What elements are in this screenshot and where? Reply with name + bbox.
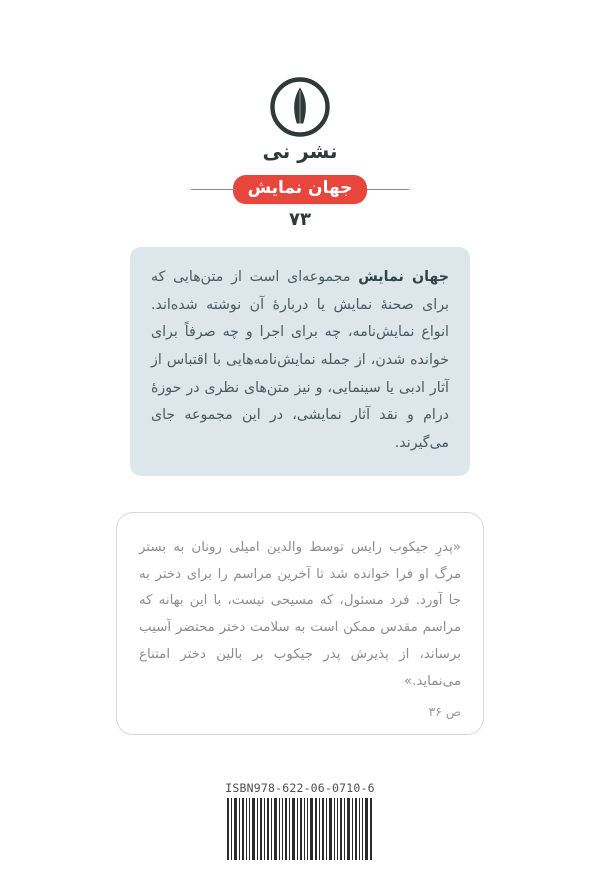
series-badge: جهان نمایش — [233, 175, 368, 204]
ean13-barcode-icon — [225, 798, 375, 860]
series-rule-left — [191, 189, 237, 191]
book-quote-panel — [116, 512, 484, 735]
publisher-name: نشر نی — [262, 139, 338, 163]
series-number: ۷۳ — [289, 209, 311, 230]
book-quote-text: «پدرِ جیکوب رایس توسط والدین امیلی رونان به بستر مرگ او فرا خوانده شد تا آخرین مراسم را برای دختر به جا آورد. فرد مسئول، که مسیحی نیست، با این بهانه که مراسم مقدس ممکن است به سلامت دختر محتضر آسیب برساند، از پذیرش پدر جیکوب بر بالین دختر امتناع می‌نماید.» — [139, 539, 461, 689]
series-blurb-lead: جهان نمایش — [358, 269, 449, 285]
book-quote-page-reference: ص ۳۶ — [428, 703, 461, 719]
series-blurb-panel — [130, 247, 470, 476]
publisher-block — [263, 76, 338, 161]
series-rule-right — [363, 189, 409, 191]
nay-reed-leaf-in-circle-logo-icon — [269, 76, 331, 138]
isbn-text: ISBN978-622-06-0710-6 — [225, 781, 375, 795]
series-blurb-body: مجموعه‌ای است از متن‌هایی که برای صحنهٔ نمایش یا دربارهٔ آن نوشته شده‌اند. انواع نمایش‌نامه، چه برای اجرا و چه صرفاً برای خوانده شدن، از جمله نمایش‌نامه‌هایی با اقتباس از آثار ادبی یا سینمایی، و نیز متن‌های نظری در حوزهٔ درام و نقد آثار نمایشی، در این مجموعه جای می‌گیرند. — [151, 269, 449, 452]
series-blurb-text — [151, 264, 449, 458]
series-badge-row — [170, 175, 430, 204]
barcode-block — [0, 781, 600, 860]
